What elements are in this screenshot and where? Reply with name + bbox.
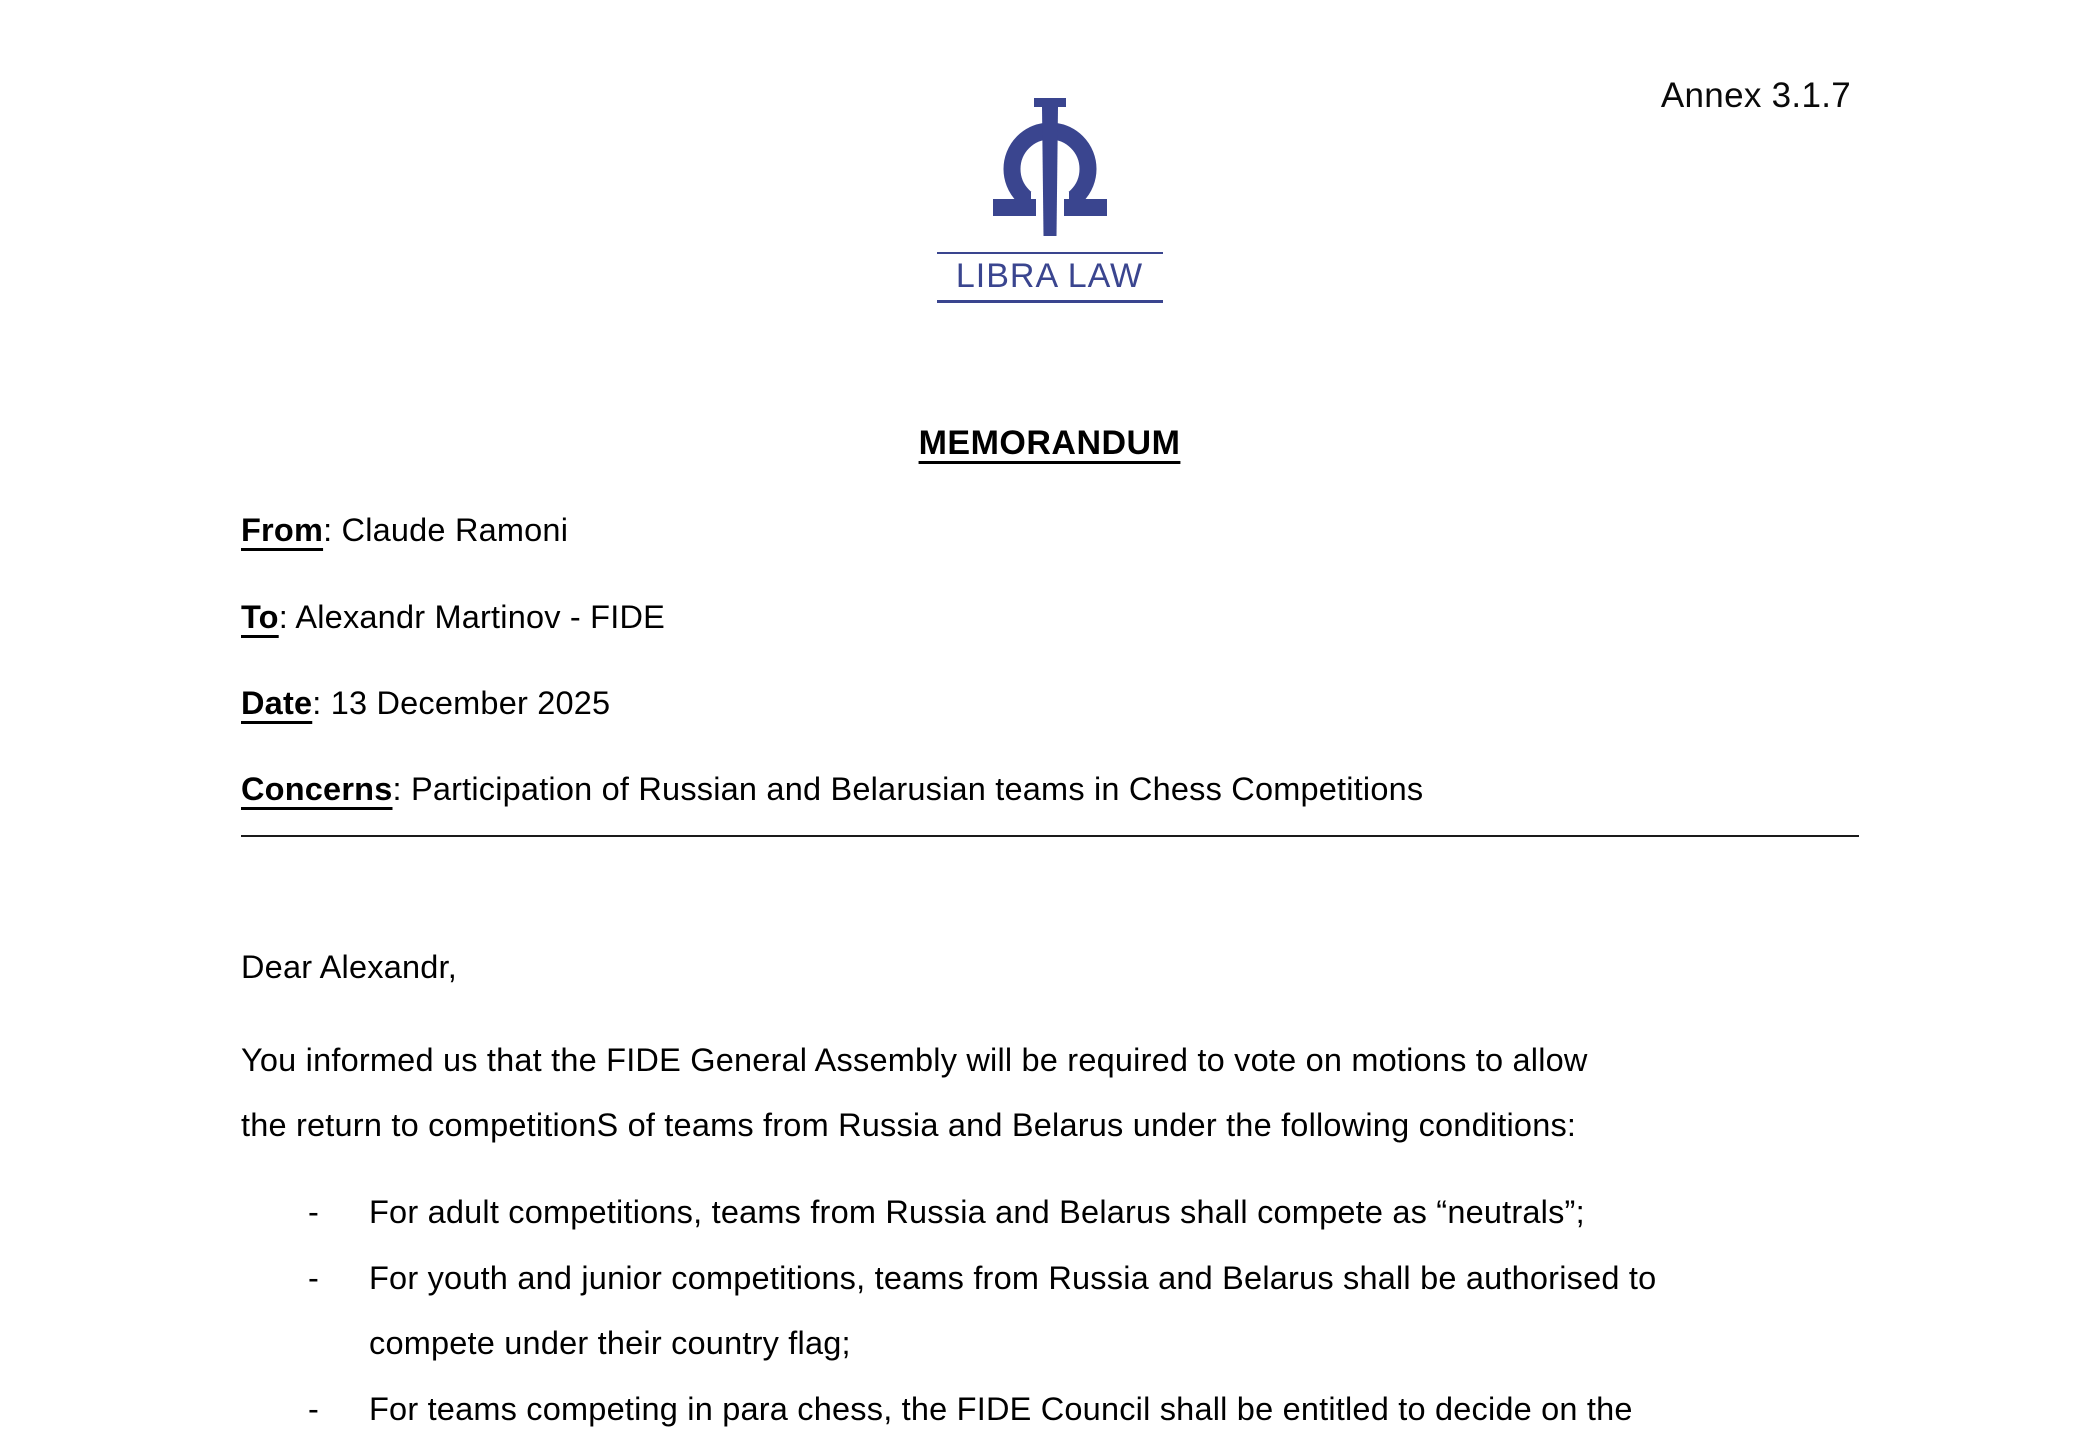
list-item-text: For adult competitions, teams from Russia and Belarus shall compete as “neutrals”; <box>369 1180 1921 1246</box>
bullet-dash: - <box>241 1377 369 1442</box>
to-value: : Alexandr Martinov - FIDE <box>279 599 665 635</box>
memo-to-line <box>241 599 665 636</box>
conditions-list <box>241 1180 1921 1442</box>
bullet-dash: - <box>241 1246 369 1312</box>
libra-law-wordmark: LIBRA LAW <box>937 252 1163 303</box>
date-label: Date <box>241 685 312 721</box>
from-value: : Claude Ramoni <box>323 512 568 548</box>
header-divider <box>241 835 1859 837</box>
list-item-text: For teams competing in para chess, the FIDE Council shall be entitled to decide on the <box>369 1377 1921 1442</box>
intro-paragraph-line-2: the return to competitionS of teams from Russia and Belarus under the following conditions: <box>241 1093 1881 1158</box>
memo-concerns-line <box>241 771 1423 808</box>
concerns-value: : Participation of Russian and Belarusian teams in Chess Competitions <box>393 771 1424 807</box>
intro-paragraph <box>241 1028 1881 1157</box>
list-item-text: compete under their country flag; <box>369 1311 1921 1377</box>
date-value: : 13 December 2025 <box>312 685 610 721</box>
memo-from-line <box>241 512 568 549</box>
list-item <box>241 1180 1921 1246</box>
list-item <box>241 1246 1921 1377</box>
intro-paragraph-line-1: You informed us that the FIDE General Assembly will be required to vote on motions to allow <box>241 1028 1881 1093</box>
omega-column-logo-icon <box>985 98 1115 238</box>
list-item-text: For youth and junior competitions, teams from Russia and Belarus shall be authorised to <box>369 1246 1921 1312</box>
concerns-label: Concerns <box>241 771 393 807</box>
annex-reference: Annex 3.1.7 <box>1661 76 1851 116</box>
libra-law-logo <box>985 98 1115 238</box>
list-item <box>241 1377 1921 1442</box>
to-label: To <box>241 599 279 635</box>
salutation: Dear Alexandr, <box>241 949 457 986</box>
memorandum-title: MEMORANDUM <box>0 424 2099 463</box>
memo-date-line <box>241 685 610 722</box>
bullet-dash: - <box>241 1180 369 1246</box>
from-label: From <box>241 512 323 548</box>
